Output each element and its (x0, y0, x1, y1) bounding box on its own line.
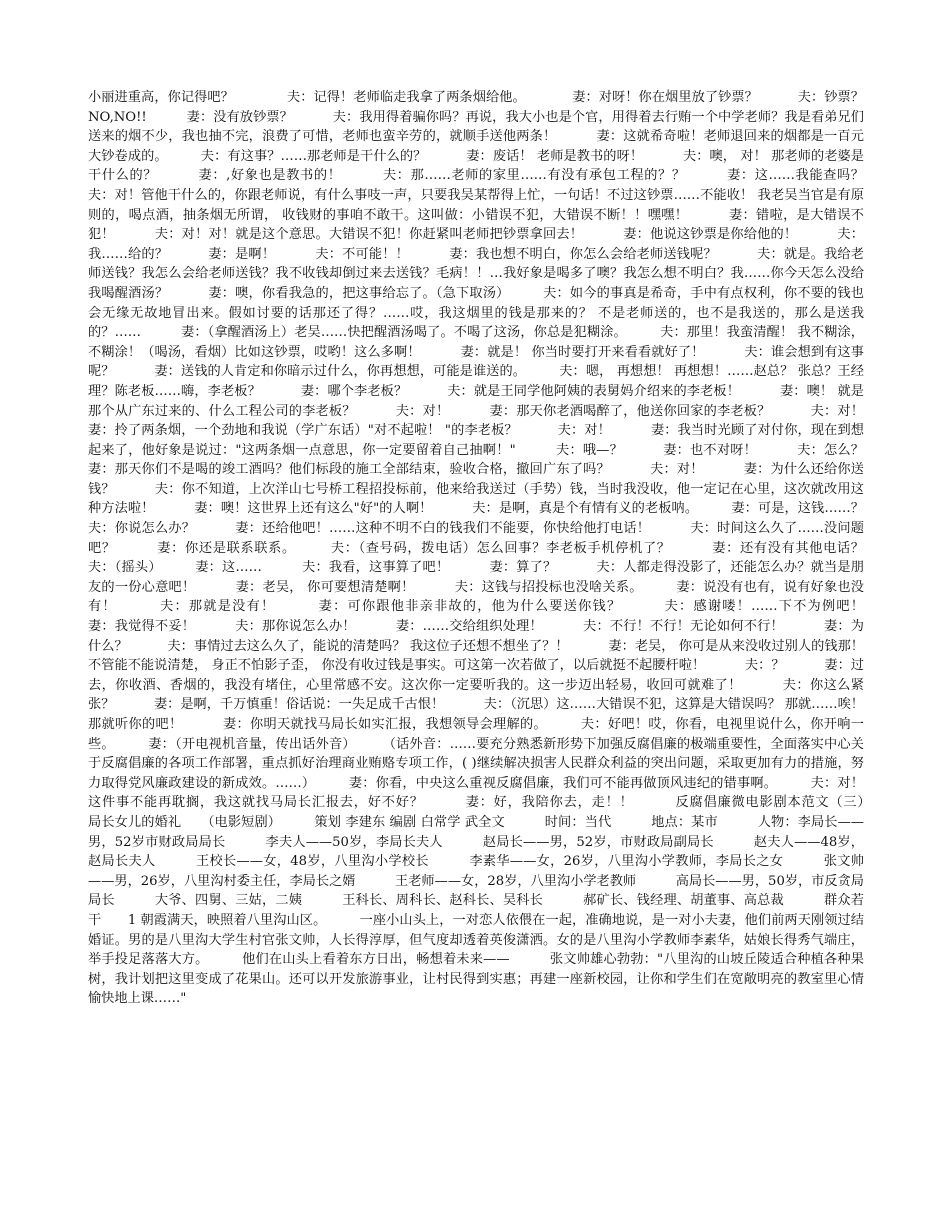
document-page (88, 88, 904, 1168)
script-body-text: 小丽进重高，你记得吧？ 夫：记得！老师临走我拿了两条烟给他。 妻：对呀！你在烟里放了钞票？ 夫：钞票？NO,NO!! 妻：没有放钞票？ 夫：我用得着骗你吗？再说，我大小也是个官，用得着去行贿一个中学老师？我是看弟兄们送来的烟不少，我也抽不完，浪费了可惜，老师也蛮辛劳的，就顺手送他两条！ 妻：这就希奇啦！老师退回来的烟都是一百元大钞卷成的。 夫：有这事？……那老师是干什么的？ 妻：废话！ 老师是教书的呀！ 夫：噢， 对！ 那老师的老婆是干什么的？ 妻：,好象也是教书的！ 夫：那……老师的家里……有没有承包工程的？？ 妻：这……我能查吗？ 夫：对！管他干什么的，你跟老师说，有什么事吱一声，只要我吴某帮得上忙，一句话！不过这钞票……不能收！ 我老吴当官是有原则的，喝点酒，抽条烟无所谓， 收钱财的事咱不敢干。这叫做：小错误不犯，大错误不断！！嘿嘿！ 妻：错啦，是大错误不犯！ 夫：对！对！就是这个意思。大错误不犯！你赶紧叫老师把钞票拿回去！ 妻：他说这钞票是你给他的！ 夫：我……给的？ 妻：是啊！ 夫：不可能！！ 妻：我也想不明白，你怎么会给老师送钱呢？ 夫：就是。我给老师送钱？我怎么会给老师送钱？我不收钱却倒过来去送钱？毛病！！…我好象是喝多了噢？我怎么想不明白？我……你今天怎么没给我喝醒酒汤？ 妻：噢，你看我急的，把这事给忘了。（急下取汤） 夫：如今的事真是希奇，手中有点权利，你不要的钱也会无缘无故地冒出来。假如讨要的话那还了得？……哎，我这烟里的钱是那来的？ 不是老师送的，也不是我送的，那么是送我的？…… 妻：（拿醒酒汤上）老吴……快把醒酒汤喝了。不喝了这汤，你总是犯糊涂。 夫：那里！我蛮清醒！ 我不糊涂， 不糊涂！（喝汤，看烟）比如这钞票，哎哟！这么多啊！ 妻：就是！ 你当时要打开来看看就好了！ 夫：谁会想到有这事呢？ 妻：送钱的人肯定和你暗示过什么，你再想想，可能是谁送的。 夫：嗯， 再想想！ 再想想！……赵总？ 张总？王经理？陈老板……嗨，李老板？ 妻：哪个李老板？ 夫：就是王同学他阿姨的表舅妈介绍来的李老板！ 妻：噢！ 就是那个从广东过来的、什么工程公司的李老板？ 夫：对！ 妻：那天你老酒喝醉了，他送你回家的李老板？ 夫：对！ 妻：拎了两条烟，一个劲地和我说（学广东话）"对不起啦！ "的李老板？ 夫：对！ 妻：我当时光顾了对付你，现在到想起来了，他好象是说过："这两条烟一点意思，你一定要留着自己抽啊！" 夫：哦—？ 妻：也不对呀！ 夫：怎么？ 妻：那天你们不是喝的竣工酒吗？他们标段的施工全部结束，验收合格，撤回广东了吗？ 夫：对！ 妻：为什么还给你送钱？ 夫：你不知道，上次洋山七号桥工程招投标前，他来给我送过（手势）钱，当时我没收，他一定记在心里，这次就改用这种方法啦！ 妻：噢！这世界上还有这么"好"的人啊！ 夫：是啊，真是个有情有义的老板呐。 妻：可是，这钱……？ 夫：你说怎么办？ 妻：还给他吧！……这种不明不白的钱我们不能要，你快给他打电话！ 夫：时间这么久了……没问题吧？ 妻：你还是联系联系。 夫：（查号码，拨电话）怎么回事？李老板手机停机了？ 妻：还有没有其他电话？ 夫：（摇头） 妻：这…… 夫：我看，这事算了吧！ 妻：算了？ 夫：人都走得没影了，还能怎么办？就当是朋友的一份心意吧！ 妻：老吴， 你可要想清楚啊！ 夫：这钱与招投标也没啥关系。 妻：说没有也有，说有好象也没有！ 夫：那就是没有！ 妻：可你跟他非亲非故的，他为什么要送你钱？ 夫：感谢喽！……下不为例吧！ 妻：我觉得不妥！ 夫：那你说怎么办！ 妻：……交给组织处理！ 夫：不行！不行！无论如何不行！ 妻：为什么？ 夫：事情过去这么久了，能说的清楚吗？ 我这位子还想不想坐了？！ 妻：老吴， 你可是从来没收过别人的钱那！不管能不能说清楚， 身正不怕影子歪， 你没有收过钱是事实。可这第一次若做了，以后就挺不起腰杆啦！ 夫：？ 妻：过去，你收酒、香烟的，我没有堵住，心里常感不安。这次你一定要听我的。这一步迈出轻易，收回可就难了！ 夫：你这么紧张？ 妻：是啊，千万慎重！俗话说：一失足成千古恨！ 夫：（沉思）这……大错误不犯，这算是大错误吗？ 那就……唉！ 那就听你的吧！ 妻：你明天就找马局长如实汇报，我想领导会理解的。 夫：好吧！哎，你看，电视里说什么，你开响一些。 妻：（开电视机音量，传出话外音） （话外音：……要充分熟悉新形势下加强反腐倡廉的极端重要性，全面落实中心关于反腐倡廉的各项工作部署，重点抓好治理商业贿赂专项工作，( )继续解决损害人民群众利益的突出问题，采取更加有力的措施，努力取得党风廉政建设的新成效。……） 妻：你看，中央这么重视反腐倡廉，我们可不能再做顶风违纪的错事啊。 夫：对！这件事不能再耽搁，我这就找马局长汇报去，好不好？ 妻：好，我陪你去，走！！ 反腐倡廉微电影剧本范文（三） 局长女儿的婚礼 （电影短剧） 策划 李建东 编剧 白常学 武全文 时间：当代 地点：某市 人物：李局长——男，52岁市财政局局长 李夫人——50岁，李局长夫人 赵局长——男，52岁，市财政局副局长 赵夫人——48岁，赵局长夫人 王校长——女，48岁，八里沟小学校长 李素华——女，26岁，八里沟小学教师，李局长之女 张文帅——男，26岁，八里沟村委主任，李局长之婿 王老师——女，28岁，八里沟小学老教师 高局长——男，50岁，市反贪局局长 大爷、四舅、三姑，二姨 王科长、周科长、赵科长、吴科长 郝矿长、钱经理、胡董事、高总裁 群众若干 1 朝霞满天，映照着八里沟山区。 一座小山头上，一对恋人依偎在一起，准确地说，是一对小夫妻，他们前两天刚领过结婚证。男的是八里沟大学生村官张文帅，人长得淳厚，但气度却透着英俊潇洒。女的是八里沟小学教师李素华，姑娘长得秀气端庄，举手投足落落大方。 他们在山头上看着东方日出，畅想着未来—— 张文帅雄心勃勃："八里沟的山坡丘陵适合种植各种果树，我计划把这里变成了花果山。还可以开发旅游事业，让村民得到实惠；再建一座新校园，让你和学生们在宽敞明亮的教室里心情愉快地上课……" (88, 90, 904, 1007)
